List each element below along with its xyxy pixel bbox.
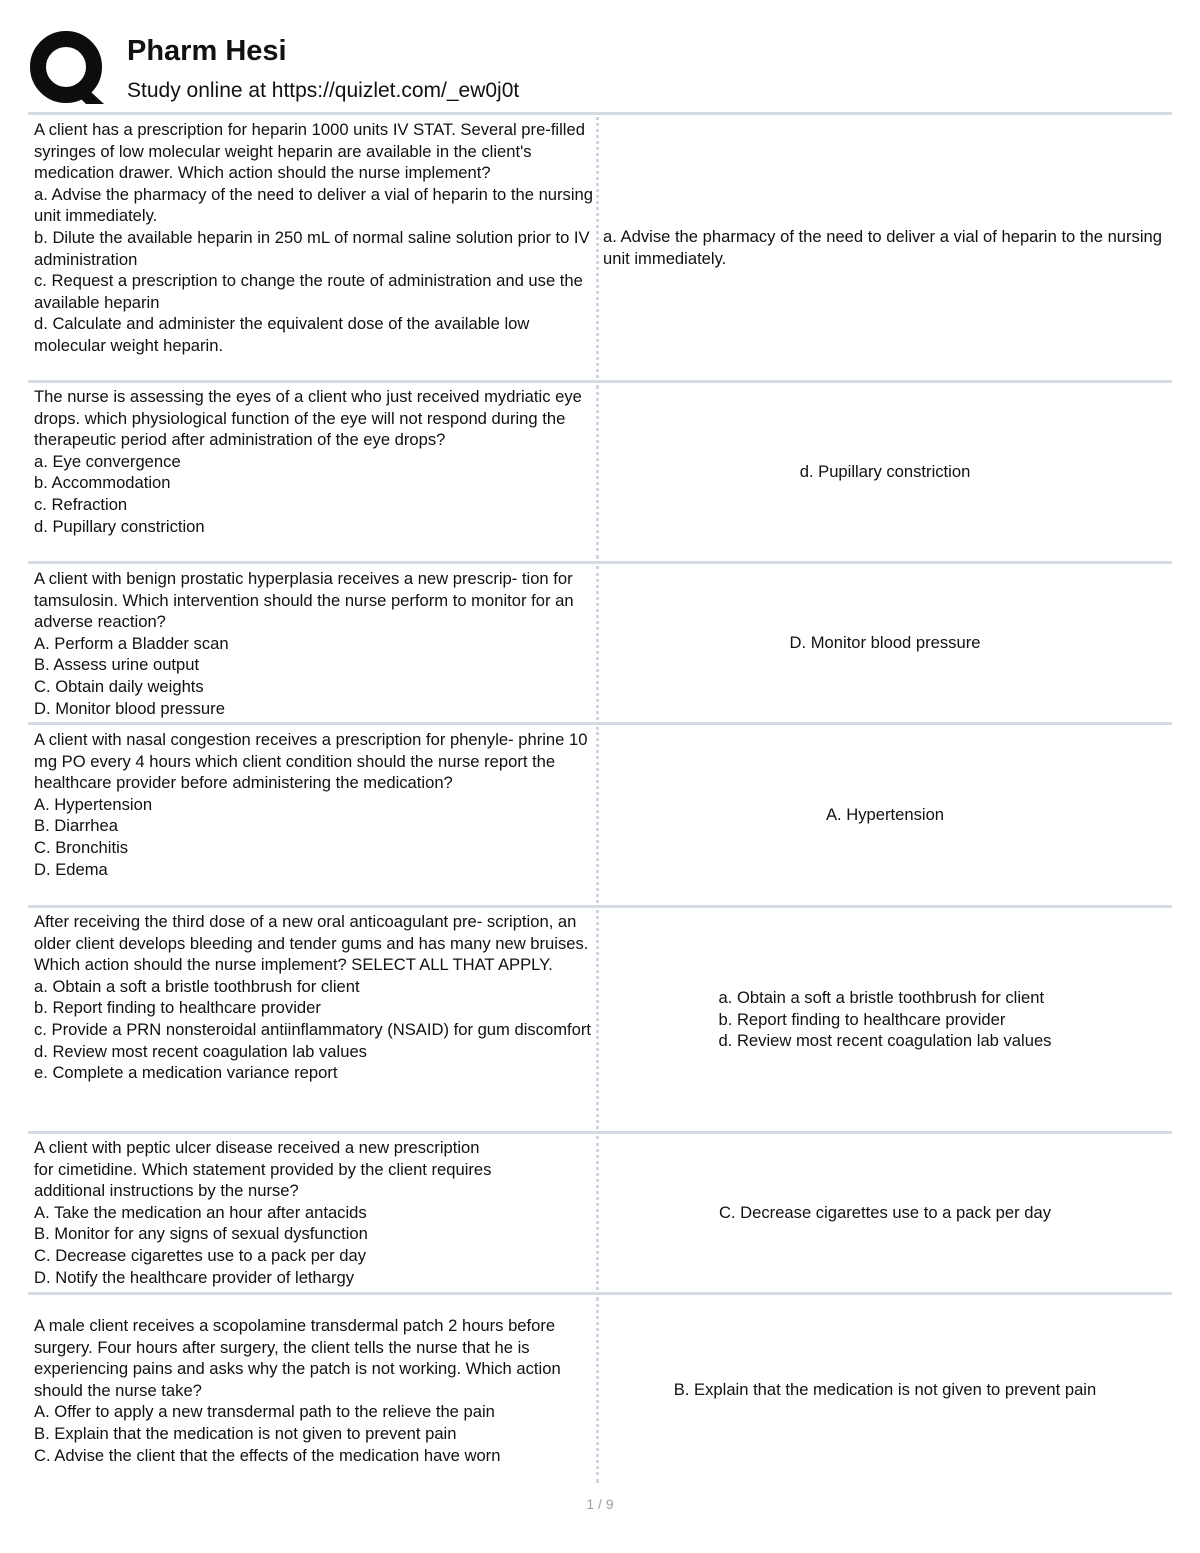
column-divider — [596, 1297, 602, 1483]
flashcard-row — [28, 115, 1172, 380]
page-title: Pharm Hesi — [127, 35, 287, 67]
column-divider — [596, 385, 602, 559]
column-divider — [596, 910, 602, 1129]
quizlet-q-logo-icon — [30, 30, 106, 106]
page-header — [0, 0, 1200, 112]
question-text: A client with peptic ulcer disease received a new prescription for cimetidine. Which statement provided by the client requires additional instructions by the nurse? A. Take the medication an hour after antacids B. Monitor for any signs of sexual dysfunction C. Decrease cigarettes use to a pack per day D. Notify the healthcare provider of lethargy — [34, 1138, 492, 1287]
column-divider — [596, 117, 602, 378]
question-text: A male client receives a scopolamine transdermal patch 2 hours before surgery. Four hours after surgery, the client tells the nurse that he is experiencing pains and asks why the patch is not working. Which action should the nurse take? A. Offer to apply a new transdermal path to the relieve the pain B. Explain that the medication is not given to prevent pain C. Advise the client that the effects of the medication have worn — [34, 1316, 561, 1465]
column-divider — [596, 566, 602, 720]
flashcard-row — [28, 725, 1172, 905]
answer-text: A. Hypertension — [825, 805, 945, 825]
column-divider — [596, 1136, 602, 1290]
question-text: The nurse is assessing the eyes of a client who just received mydriatic eye drops. which physiological function of the eye will not respond during the therapeutic period after administration of the eye drops? a. Eye convergence b. Accommodation c. Refraction d. Pupillary constriction — [34, 387, 582, 536]
flashcard-row — [28, 1295, 1172, 1485]
question-text: A client with benign prostatic hyperplasia receives a new prescrip- tion for tamsulosin. Which intervention should the nurse perform to monitor for an adverse reaction? A. Perform a Bladder scan B. Assess urine output C. Obtain daily weights D. Monitor blood pressure — [34, 569, 574, 718]
page-number: 1 / 9 — [586, 1496, 614, 1512]
question-text: A client has a prescription for heparin 1000 units IV STAT. Several pre-filled syringes of low molecular weight heparin are available in the client's medication drawer. Which action should the nurse implement? a. Advise the pharmacy of the need to deliver a vial of heparin to the nursing unit immediately. b. Dilute the available heparin in 250 mL of normal saline solution prior to IV administration c. Request a prescription to change the route of administration and use the available heparin d. Calculate and administer the equivalent dose of the available low molecular weight heparin. — [34, 120, 594, 355]
answer-text: a. Advise the pharmacy of the need to deliver a vial of heparin to the nursing unit immediately. — [603, 226, 1163, 268]
answer-text: a. Obtain a soft a bristle toothbrush for client b. Report finding to healthcare provider d. Review most recent coagulation lab values — [718, 988, 1052, 1051]
answer-text: B. Explain that the medication is not given to prevent pain — [673, 1380, 1097, 1400]
answer-text: C. Decrease cigarettes use to a pack per day — [718, 1203, 1052, 1223]
answer-text: d. Pupillary constriction — [799, 462, 971, 482]
question-text: A client with nasal congestion receives a prescription for phenyle- phrine 10 mg PO every 4 hours which client condition should the nurse report the healthcare provider before administering the medication? A. Hypertension B. Diarrhea C. Bronchitis D. Edema — [34, 730, 588, 879]
question-text: After receiving the third dose of a new oral anticoagulant pre- scription, an older client develops bleeding and tender gums and has many new bruises. Which action should the nurse implement? SELECT ALL THAT APPLY. a. Obtain a soft a bristle toothbrush for client b. Report finding to healthcare provider c. Provide a PRN nonsteroidal antiinflammatory (NSAID) for gum discomfort d. Review most recent coagulation lab values e. Complete a medication variance report — [34, 912, 592, 1083]
answer-text: D. Monitor blood pressure — [789, 633, 981, 653]
flashcard-row — [28, 564, 1172, 722]
study-link-text: Study online at https://quizlet.com/_ew0j0t — [127, 79, 520, 102]
flashcard-row — [28, 383, 1172, 561]
flashcard-row — [28, 1134, 1172, 1292]
column-divider — [596, 727, 602, 903]
flashcard-row — [28, 908, 1172, 1131]
